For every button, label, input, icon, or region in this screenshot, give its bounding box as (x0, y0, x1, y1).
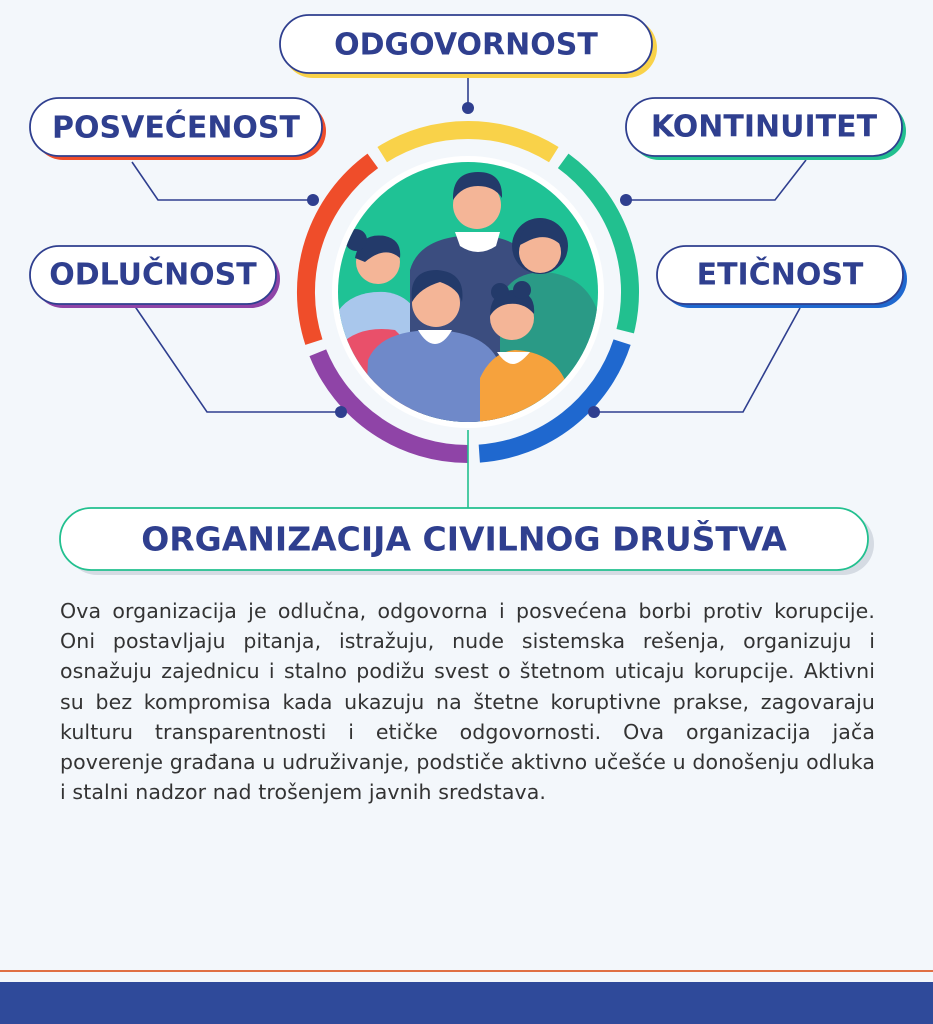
pill-label-posvecenost: POSVEĆENOST (52, 110, 300, 146)
dot-kontinuitet (620, 194, 632, 206)
pill-posvecenost (30, 98, 326, 160)
footer-rule (0, 970, 933, 972)
pill-odlucnost (30, 246, 280, 308)
pill-label-kontinuitet: KONTINUITET (650, 109, 878, 145)
pill-kontinuitet (626, 98, 906, 160)
pill-label-odlucnost: ODLUČNOST (49, 257, 257, 293)
dot-odlucnost (335, 406, 347, 418)
ring-segment-odgovornost (382, 130, 554, 155)
footer-bar (0, 982, 933, 1024)
pill-odgovornost (280, 15, 657, 78)
connector-kontinuitet (626, 160, 806, 200)
dot-odgovornost (462, 102, 474, 114)
connector-posvecenost (132, 162, 313, 200)
pill-label-odgovornost: ODGOVORNOST (334, 27, 598, 63)
description-paragraph: Ova organizacija je odlučna, odgovorna i posvećena borbi protiv korupcije. Oni postavljaju pitanja, istražuju, nude sistemska rešenja, organizuju i osnažuju zajednicu i stalno podižu svest o štetnom uticaju korupcije. Aktivni su bez kompromisa kada ukazuju na štetne koruptivne prakse, zagovaraju kulturu transparentnosti i etičke odgovornosti. Ova organizacija jača poverenje građana u udruživanje, podstiče aktivno učešće u donošenju odluka i stalni nadzor nad trošenjem javnih sredstava. (60, 599, 875, 805)
pill-eticnost (657, 246, 907, 308)
group-of-people-illustration (330, 156, 604, 430)
title-pill (60, 508, 874, 575)
pill-label-eticnost: ETIČNOST (696, 257, 864, 293)
dot-eticnost (588, 406, 600, 418)
page-title: ORGANIZACIJA CIVILNOG DRUŠTVA (141, 519, 787, 559)
dot-posvecenost (307, 194, 319, 206)
